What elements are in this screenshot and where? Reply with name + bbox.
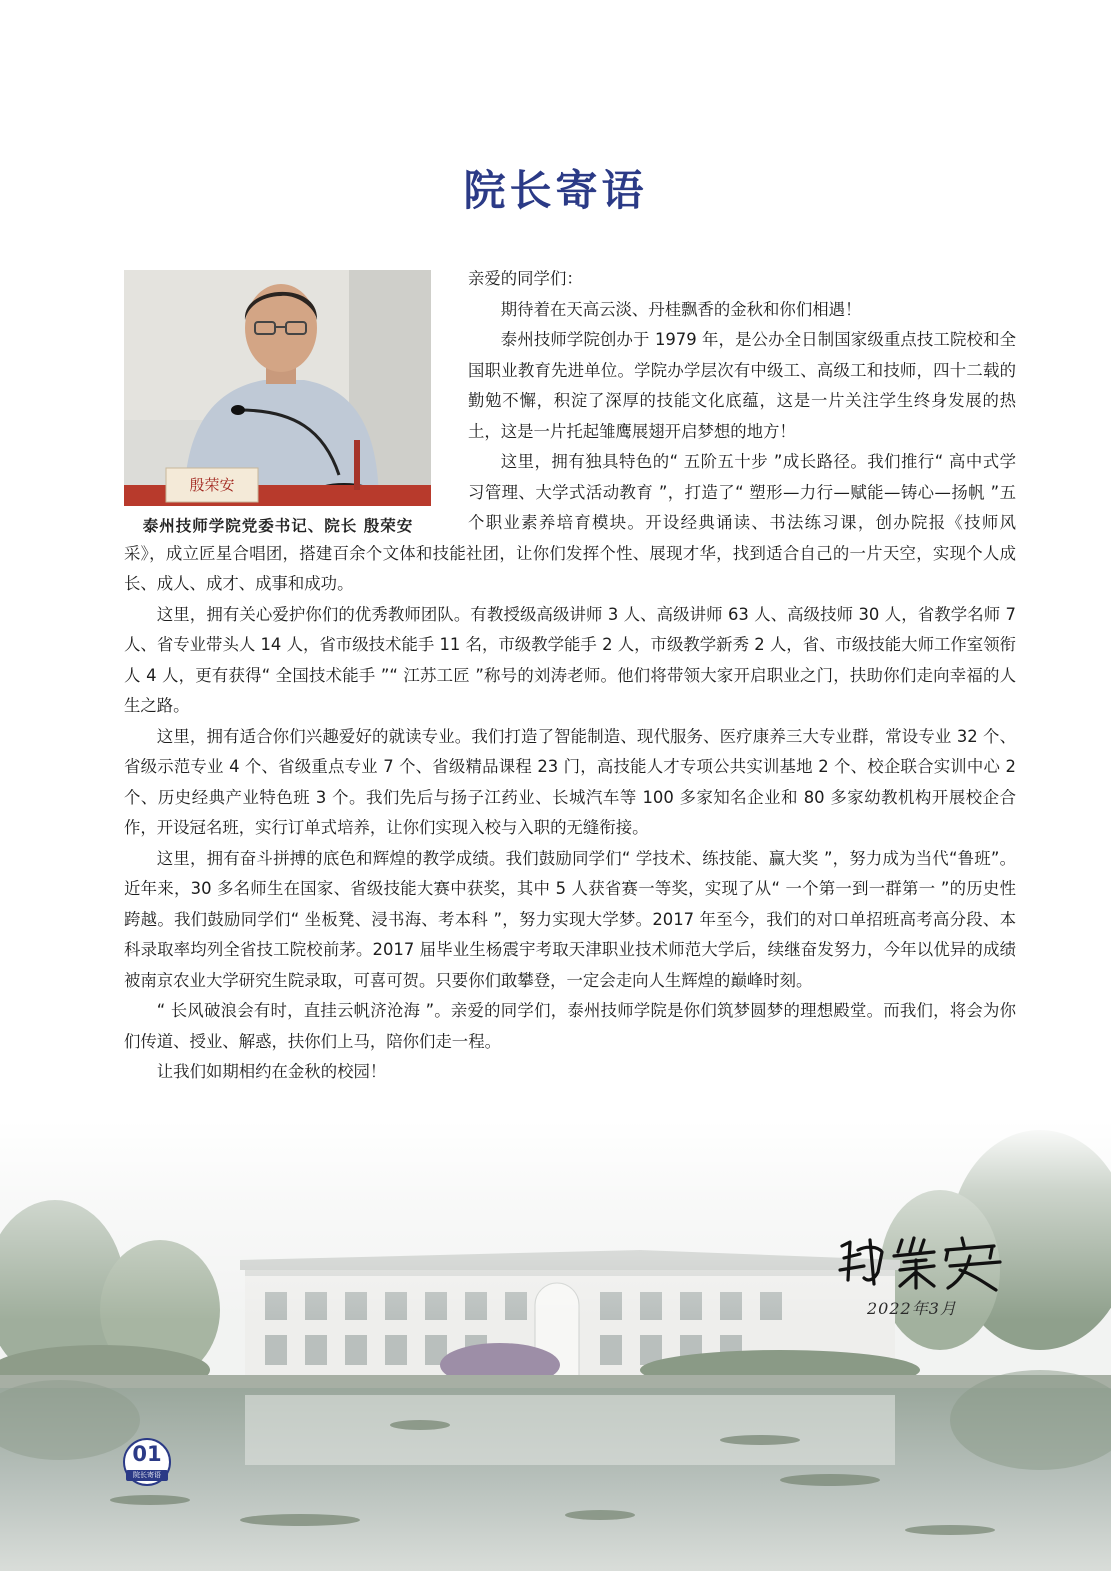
paragraph: “ 长风破浪会有时，直挂云帆济沧海 ”。亲爱的同学们，泰州技师学院是你们筑梦圆梦的理想殿堂。而我们，将会为你们传道、授业、解惑，扶你们上马，陪你们走一程。: [124, 1001, 1016, 1051]
paragraph: 泰州技师学院创办于 1979 年，是公办全日制国家级重点技工院校和全国职业教育先进单位。学院办学层次有中级工、高级工和技师，四十二载的勤勉不懈，积淀了深厚的技能文化底蕴，这是一片关注学生终身发展的热土，这是一片托起雏鹰展翅开启梦想的地方！: [468, 330, 1016, 441]
photo-caption: 泰州技师学院党委书记、院长 殷荣安: [142, 516, 414, 535]
paragraph: 这里，拥有独具特色的“ 五阶五十步 ”成长路径。我们推行“ 高中式学习管理、大学式活动教育 ”，打造了“ 塑形—力行—赋能—铸心—扬帆 ”五个职业素养培育模块。开设经典诵读、书法练习课，创办院报《技师风采》，成立匠星合唱团，搭建百余个文体和技能社团，让你们发挥个性、展现才华，找到适合自己的一片天空，实现个人成长、成人、成才、成事和成功。: [124, 452, 1016, 593]
page-number: 01: [132, 1442, 162, 1466]
photo-wrap-spacer: [124, 264, 468, 522]
signature-date: 2022年3月: [867, 1299, 957, 1318]
page-title: 院长寄语: [463, 166, 648, 215]
salutation: 亲爱的同学们：: [468, 269, 583, 288]
page-badge-label: 院长寄语: [133, 1471, 161, 1479]
paragraph: 这里，拥有适合你们兴趣爱好的就读专业。我们打造了智能制造、现代服务、医疗康养三大专业群，常设专业 32 个、省级示范专业 4 个、省级重点专业 7 个、省级精品课程 23 门，高技能人才专项公共实训基地 2 个、校企联合实训中心 2 个、历史经典产业特色班 3 个。我们先后与扬子江药业、长城汽车等 100 多家知名企业和 80 多家幼教机构开展校企合作，开设冠名班，实行订单式培养，让你们实现入校与入职的无缝衔接。: [124, 726, 1016, 837]
handwritten-signature: [830, 1232, 1010, 1292]
paragraph: 期待着在天高云淡、丹桂飘香的金秋和你们相遇！: [500, 299, 862, 319]
nameplate-text: 殷荣安: [189, 476, 235, 494]
campus-lake-background: [0, 1120, 1111, 1571]
letter-body: [124, 264, 1016, 1088]
paragraph: 让我们如期相约在金秋的校园！: [156, 1062, 387, 1081]
paragraph: 这里，拥有关心爱护你们的优秀教师团队。有教授级高级讲师 3 人、高级讲师 63 人、高级技师 30 人，省教学名师 7 人、省专业带头人 14 人，省市级技术能手 11 名，市级教学能手 2 人，市级教学新秀 2 人，省、市级技能大师工作室领衔人 4 人，更有获得“ 全国技术能手 ”“ 江苏工匠 ”称号的刘涛老师。他们将带领大家开启职业之门，扶助你们走向幸福的人生之路。: [124, 604, 1016, 715]
paragraph: 这里，拥有奋斗拼搏的底色和辉煌的教学成绩。我们鼓励同学们“ 学技术、练技能、赢大奖 ”，努力成为当代“鲁班”。近年来，30 多名师生在国家、省级技能大赛中获奖，其中 5 人获省赛一等奖，实现了从“ 一个第一到一群第一 ”的历史性跨越。我们鼓励同学们“ 坐板凳、浸书海、考本科 ”，努力实现大学梦。2017 年至今，我们的对口单招班高考高分段、本科录取率均列全省技工院校前茅。2017 届毕业生杨震宇考取天津职业技术师范大学后，续继奋发努力，今年以优异的成绩被南京农业大学研究生院录取，可喜可贺。只要你们敢攀登，一定会走向人生辉煌的巅峰时刻。: [124, 848, 1016, 990]
